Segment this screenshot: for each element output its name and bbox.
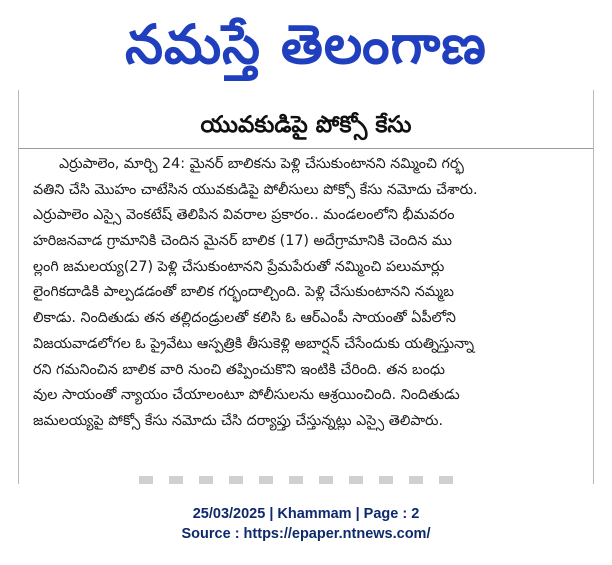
article-line: ఎర్రుపాలెం, మార్చి 24: మైనర్ బాలికను పెళ్లి చేసుకుంటానని నమ్మించి గర్భ (59, 156, 464, 172)
article-line: విజయవాడలోగల ఓ ప్రైవేటు ఆస్పత్రికి తీసుకెళ్లి అబార్షన్ చేసేందుకు యత్నిస్తున్నా (33, 335, 475, 352)
article-line: వతిని చేసి మొహం చాటేసిన యువకుడిపై పోలీసులు పోక్సో కేసు నమోదు చేశారు. (33, 181, 478, 198)
article-line: వుల సాయంతో న్యాయం చేయాలంటూ పోలీసులను ఆశ్రయించింది. నిందితుడు (33, 387, 460, 404)
cropped-bottom-text (139, 476, 469, 484)
article-line: హరిజనవాడ గ్రామానికి చెందిన మైనర్ బాలిక (17) అదేగ్రామానికి చెందిన ము (33, 233, 452, 250)
clipping-footer (0, 504, 612, 544)
article-line: లికాడు. నిందితుడు తన తల్లిదండ్రులతో కలిసి ఓ ఆర్ఎంపీ సాయంతో ఏపీలోని (33, 310, 456, 327)
article-line: ఎర్రుపాలెం ఎస్సై వెంకటేష్ తెలిపిన వివరాల ప్రకారం.. మండలంలోని భీమవరం (33, 207, 455, 224)
article-line: జమలయ్యపై పోక్సో కేసు నమోదు చేసి దర్యాప్తు చేస్తున్నట్లు ఎస్సై తెలిపారు. (33, 412, 444, 429)
newspaper-masthead (0, 0, 612, 90)
article-body (33, 152, 581, 435)
headline-divider (19, 148, 593, 149)
cropped-top-text (49, 92, 549, 104)
footer-date-edition-page: 25/03/2025 | Khammam | Page : 2 (192, 506, 420, 522)
article-headline: యువకుడిపై పోక్సో కేసు (200, 112, 412, 138)
footer-source: Source : https://epaper.ntnews.com/ (181, 526, 431, 542)
article-line: లైంగికదాడికి పాల్పడడంతో బాలిక గర్భందాల్చింది. పెళ్లి చేసుకుంటానని నమ్మబ (33, 284, 454, 301)
article-line: ల్లంగి జమలయ్య(27) పెళ్లి చేసుకుంటానని ప్రేమపేరుతో నమ్మించి పలుమార్లు (33, 258, 445, 275)
article-clipping (18, 90, 594, 484)
article-line: రని గమనించిన బాలిక వారి నుంచి తప్పించుకొని ఇంటికి చేరింది. తన బంధు (33, 361, 445, 378)
masthead-title: నమస్తే తెలంగాణ (125, 13, 487, 76)
